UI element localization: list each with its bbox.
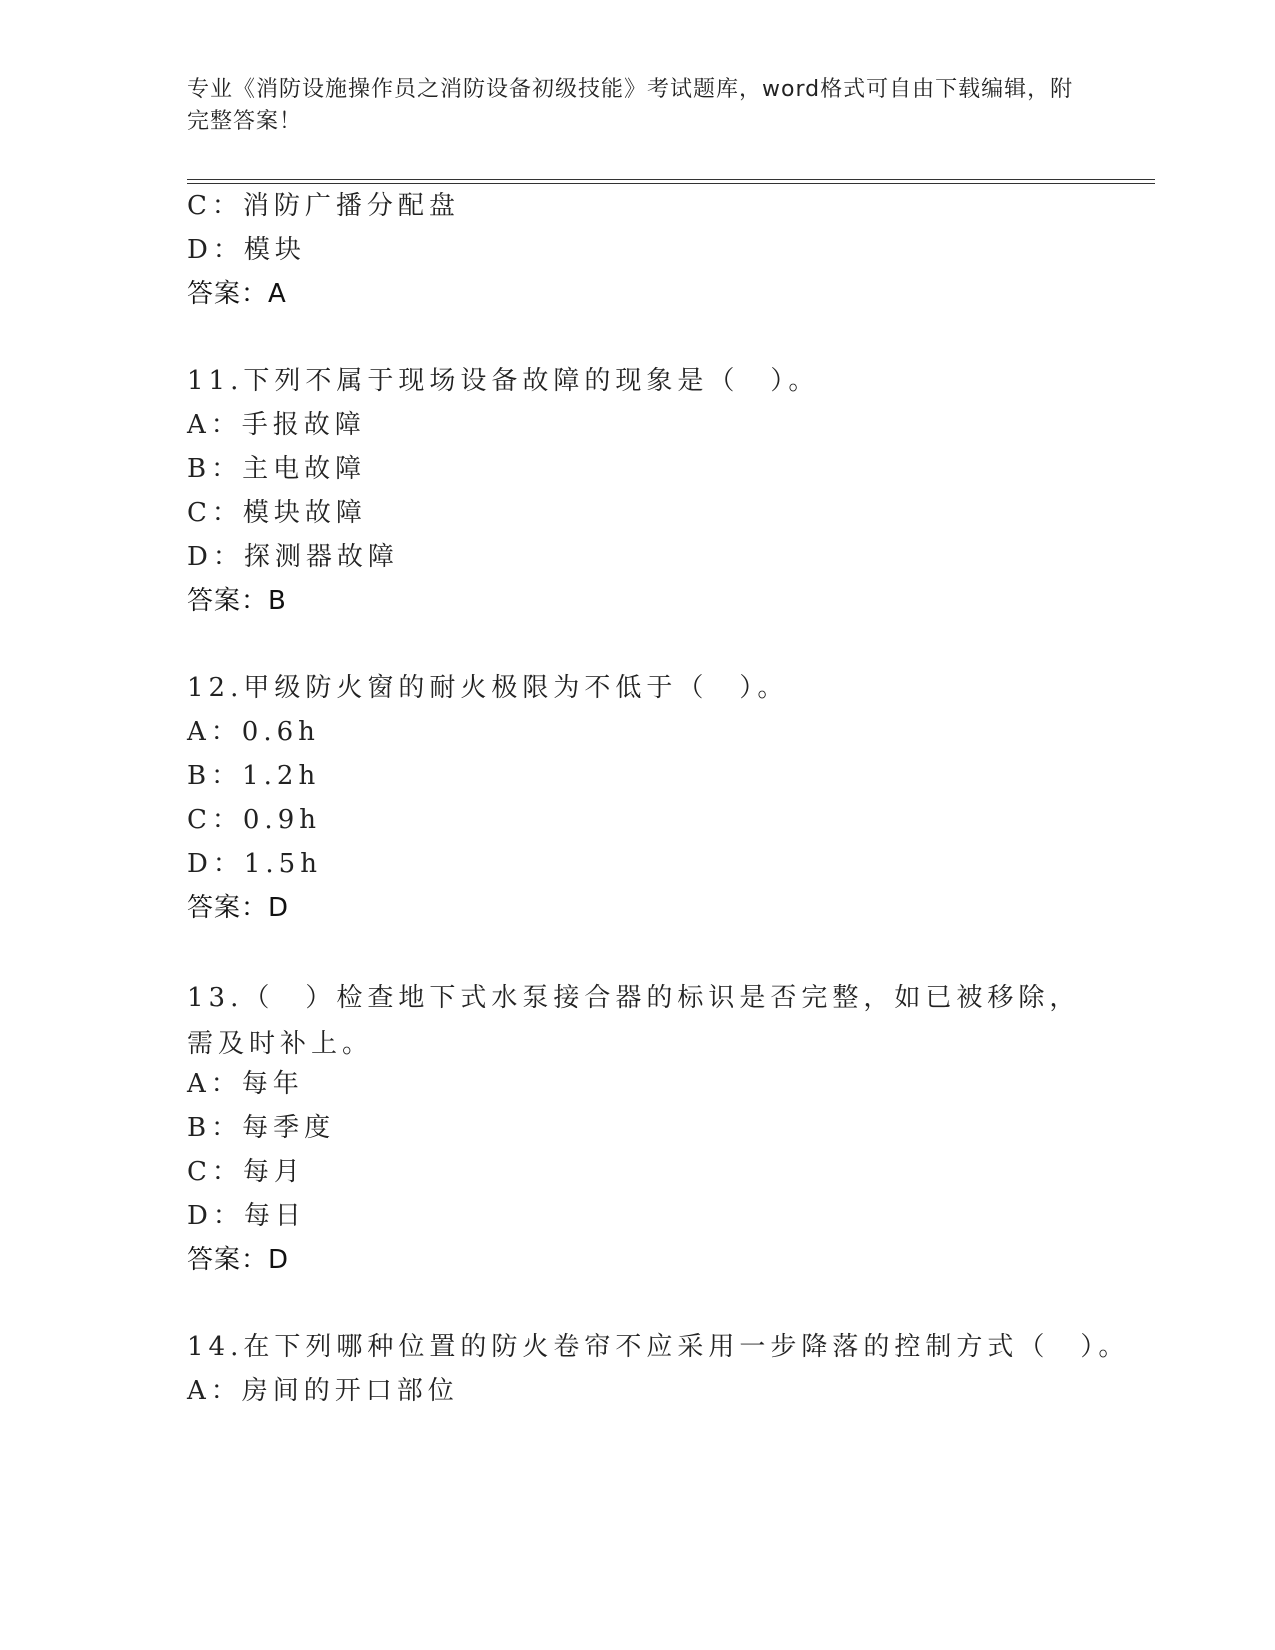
header-divider-top [187, 179, 1155, 180]
question-stem-13: 13.（ ）检查地下式水泵接合器的标识是否完整，如已被移除，需及时补上。 [187, 983, 1081, 1059]
answer-line: 答案：A [187, 279, 287, 309]
option-c: C：0.9h [187, 805, 321, 835]
option-c: C：消防广播分配盘 [187, 191, 460, 221]
option-a: A：手报故障 [187, 410, 366, 440]
option-d: D：模块 [187, 235, 306, 265]
page-header: 专业《消防设施操作员之消防设备初级技能》考试题库，word格式可自由下载编辑，附完整答案！ [187, 77, 1074, 134]
option-d: D：每日 [187, 1201, 306, 1231]
question-stem-12: 12.甲级防火窗的耐火极限为不低于（ ）。 [187, 673, 789, 703]
header-divider-bottom [187, 183, 1155, 184]
answer-line: 答案：D [187, 893, 290, 923]
option-a: A：每年 [187, 1069, 304, 1099]
question-stem-11: 11.下列不属于现场设备故障的现象是（ ）。 [187, 366, 820, 396]
option-a: A：0.6h [187, 717, 320, 747]
answer-line: 答案：D [187, 1245, 290, 1275]
question-stem-14: 14.在下列哪种位置的防火卷帘不应采用一步降落的控制方式（ ）。 [187, 1332, 1130, 1362]
answer-line: 答案：B [187, 586, 287, 616]
option-c: C：模块故障 [187, 498, 367, 528]
option-c: C：每月 [187, 1157, 305, 1187]
option-a: A：房间的开口部位 [187, 1376, 459, 1406]
option-d: D：探测器故障 [187, 542, 399, 572]
option-b: B：1.2h [187, 761, 321, 791]
option-d: D：1.5h [187, 849, 322, 879]
option-b: B：主电故障 [187, 454, 367, 484]
option-b: B：每季度 [187, 1113, 336, 1143]
